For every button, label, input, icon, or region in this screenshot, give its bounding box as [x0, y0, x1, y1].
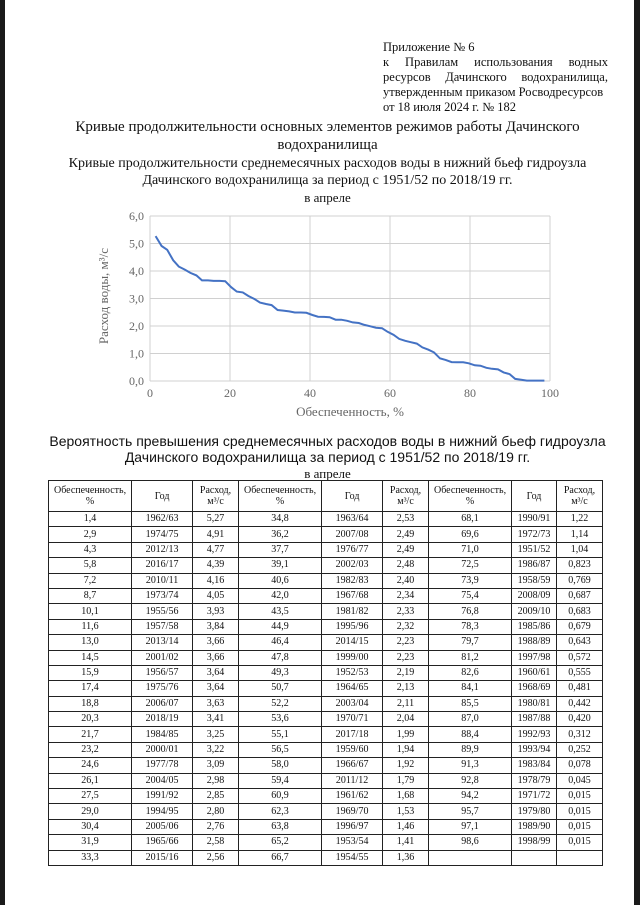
- table-cell: 3,84: [193, 619, 239, 634]
- table-cell: 18,8: [49, 696, 132, 711]
- table-cell: 2008/09: [512, 588, 557, 603]
- table-cell: 4,16: [193, 573, 239, 588]
- x-tick-label: 40: [304, 386, 316, 400]
- table-cell: 2016/17: [132, 558, 193, 573]
- table-cell: 79,7: [429, 635, 512, 650]
- table-cell: 42,0: [239, 588, 322, 603]
- table-cell: 1,14: [556, 527, 602, 542]
- table-cell: 23,2: [49, 742, 132, 757]
- table-cell: 85,5: [429, 696, 512, 711]
- table-header-cell: Обеспеченность, %: [49, 481, 132, 512]
- table-cell: 1995/96: [322, 619, 383, 634]
- table-row: [49, 512, 603, 527]
- appendix-word: ресурсов: [383, 70, 431, 84]
- table-cell: 2013/14: [132, 635, 193, 650]
- table-cell: 81,2: [429, 650, 512, 665]
- table-cell: 7,2: [49, 573, 132, 588]
- table-row: [49, 542, 603, 557]
- y-tick-label: 0,0: [129, 374, 144, 388]
- table-cell: 44,9: [239, 619, 322, 634]
- appendix-line-3: [383, 70, 608, 85]
- table-cell: 26,1: [49, 773, 132, 788]
- main-title: Кривые продолжительности основных элементов режимов работы Дачинского водохранилища: [75, 119, 580, 153]
- table-cell: 1991/92: [132, 789, 193, 804]
- table-cell: 2,13: [383, 681, 429, 696]
- appendix-word: к: [383, 55, 390, 69]
- table-cell: 82,6: [429, 665, 512, 680]
- table-cell: 65,2: [239, 835, 322, 850]
- table-cell: 1989/90: [512, 819, 557, 834]
- table-cell: 1973/74: [132, 588, 193, 603]
- table-row: [49, 742, 603, 757]
- table-cell: 1954/55: [322, 850, 383, 865]
- table-cell: 76,8: [429, 604, 512, 619]
- table-cell: 1971/72: [512, 789, 557, 804]
- table-cell: 4,05: [193, 588, 239, 603]
- table-cell: 1979/80: [512, 804, 557, 819]
- table-cell: 4,77: [193, 542, 239, 557]
- table-cell: 2006/07: [132, 696, 193, 711]
- table-row: [49, 635, 603, 650]
- table-cell: 49,3: [239, 665, 322, 680]
- table-cell: 1970/71: [322, 712, 383, 727]
- table-cell: 1969/70: [322, 804, 383, 819]
- table-cell: 1982/83: [322, 573, 383, 588]
- table-cell: 94,2: [429, 789, 512, 804]
- table-cell: 59,4: [239, 773, 322, 788]
- table-cell: 58,0: [239, 758, 322, 773]
- table-row: [49, 850, 603, 865]
- table-row: [49, 696, 603, 711]
- y-tick-label: 6,0: [129, 209, 144, 223]
- table-cell: 1951/52: [512, 542, 557, 557]
- table-cell: 1993/94: [512, 742, 557, 757]
- table-cell: 0,769: [556, 573, 602, 588]
- table-cell: 71,0: [429, 542, 512, 557]
- table-cell: 2,11: [383, 696, 429, 711]
- table-cell: 1,41: [383, 835, 429, 850]
- appendix-word: Правилам: [405, 55, 459, 69]
- y-tick-label: 2,0: [129, 319, 144, 333]
- table-cell: 0,683: [556, 604, 602, 619]
- table-cell: 73,9: [429, 573, 512, 588]
- table-cell: 1,99: [383, 727, 429, 742]
- table-cell: 1990/91: [512, 512, 557, 527]
- table-cell: 1962/63: [132, 512, 193, 527]
- table-subtitle: в апреле: [304, 466, 351, 481]
- table-cell: 1,94: [383, 742, 429, 757]
- table-cell: 1,92: [383, 758, 429, 773]
- table-cell: 2,85: [193, 789, 239, 804]
- table-cell: 0,572: [556, 650, 602, 665]
- x-tick-label: 0: [147, 386, 153, 400]
- table-cell: 1958/59: [512, 573, 557, 588]
- table-cell: 47,8: [239, 650, 322, 665]
- table-cell: 1985/86: [512, 619, 557, 634]
- table-cell: 29,0: [49, 804, 132, 819]
- table-cell: 3,66: [193, 635, 239, 650]
- table-cell: 21,7: [49, 727, 132, 742]
- table-cell: 66,7: [239, 850, 322, 865]
- table-cell: 2,49: [383, 542, 429, 557]
- table-cell: 89,9: [429, 742, 512, 757]
- table-cell: 88,4: [429, 727, 512, 742]
- table-cell: 1,68: [383, 789, 429, 804]
- table-row: [49, 558, 603, 573]
- table-cell: 84,1: [429, 681, 512, 696]
- table-cell: 92,8: [429, 773, 512, 788]
- table-cell: 2009/10: [512, 604, 557, 619]
- y-tick-label: 1,0: [129, 346, 144, 361]
- table-header-cell: Расход, м³/с: [193, 481, 239, 512]
- table-cell: 0,481: [556, 681, 602, 696]
- table-cell: 34,8: [239, 512, 322, 527]
- table-cell: 91,3: [429, 758, 512, 773]
- table-row: [49, 681, 603, 696]
- table-cell: 0,252: [556, 742, 602, 757]
- table-cell: 0,420: [556, 712, 602, 727]
- chart-series: [156, 236, 545, 381]
- table-cell: 68,1: [429, 512, 512, 527]
- table-cell: 1987/88: [512, 712, 557, 727]
- table-cell: [512, 850, 557, 865]
- table-cell: 11,6: [49, 619, 132, 634]
- table-cell: [556, 850, 602, 865]
- table-cell: 1974/75: [132, 527, 193, 542]
- table-cell: 3,41: [193, 712, 239, 727]
- table-cell: 2,49: [383, 527, 429, 542]
- table-cell: 2003/04: [322, 696, 383, 711]
- table-row: [49, 604, 603, 619]
- table-cell: 3,93: [193, 604, 239, 619]
- table-cell: 75,4: [429, 588, 512, 603]
- table-cell: 20,3: [49, 712, 132, 727]
- table-cell: 1986/87: [512, 558, 557, 573]
- table-cell: 1955/56: [132, 604, 193, 619]
- table-cell: 2,58: [193, 835, 239, 850]
- table-cell: 1998/99: [512, 835, 557, 850]
- table-cell: 1978/79: [512, 773, 557, 788]
- appendix-line-4: утвержденным приказом Росводресурсов: [383, 85, 604, 99]
- table-cell: 5,8: [49, 558, 132, 573]
- chart-axes: [129, 209, 559, 400]
- table-cell: 1957/58: [132, 619, 193, 634]
- table-cell: 2,48: [383, 558, 429, 573]
- table-cell: 2014/15: [322, 635, 383, 650]
- y-tick-label: 4,0: [129, 264, 144, 278]
- table-cell: 1983/84: [512, 758, 557, 773]
- table-header-cell: Обеспеченность, %: [429, 481, 512, 512]
- y-axis-label: Расход воды, м³/с: [96, 247, 111, 345]
- table-cell: 72,5: [429, 558, 512, 573]
- appendix-word: использования: [474, 55, 553, 69]
- table-cell: 0,442: [556, 696, 602, 711]
- table-cell: 14,5: [49, 650, 132, 665]
- table-cell: 1,04: [556, 542, 602, 557]
- table-cell: 1960/61: [512, 665, 557, 680]
- table-header-cell: Год: [322, 481, 383, 512]
- table-cell: 2,32: [383, 619, 429, 634]
- appendix-word: водохранилища,: [521, 70, 608, 84]
- table-row: [49, 758, 603, 773]
- table-cell: 39,1: [239, 558, 322, 573]
- table-cell: 3,25: [193, 727, 239, 742]
- table-cell: 2,04: [383, 712, 429, 727]
- table-row: [49, 650, 603, 665]
- table-cell: 0,015: [556, 835, 602, 850]
- table-cell: 2,53: [383, 512, 429, 527]
- x-tick-label: 60: [384, 386, 396, 400]
- table-cell: 40,6: [239, 573, 322, 588]
- table-cell: 2,76: [193, 819, 239, 834]
- table-cell: 1963/64: [322, 512, 383, 527]
- table-cell: 3,09: [193, 758, 239, 773]
- chart-title: Кривые продолжительности среднемесячных расходов воды в нижний бьеф гидроузла Дачинского водохранилища за период с 1951/52 по 2018/19 гг.: [68, 156, 587, 188]
- table-cell: 1967/68: [322, 588, 383, 603]
- table-cell: 0,823: [556, 558, 602, 573]
- table-cell: 0,555: [556, 665, 602, 680]
- table-cell: 1988/89: [512, 635, 557, 650]
- scan-left-edge: [0, 0, 5, 905]
- table-cell: 0,643: [556, 635, 602, 650]
- table-cell: 10,1: [49, 604, 132, 619]
- table-cell: 1,22: [556, 512, 602, 527]
- table-cell: 52,2: [239, 696, 322, 711]
- table-cell: 1980/81: [512, 696, 557, 711]
- table-cell: 0,679: [556, 619, 602, 634]
- table-cell: 2018/19: [132, 712, 193, 727]
- table-cell: 1997/98: [512, 650, 557, 665]
- table-cell: 1964/65: [322, 681, 383, 696]
- table-cell: 50,7: [239, 681, 322, 696]
- table-cell: 0,015: [556, 819, 602, 834]
- table-cell: 3,22: [193, 742, 239, 757]
- exceedance-table: [48, 480, 603, 866]
- appendix-line-5: от 18 июля 2024 г. № 182: [383, 100, 517, 114]
- table-cell: 87,0: [429, 712, 512, 727]
- table-cell: 56,5: [239, 742, 322, 757]
- table-cell: 2,23: [383, 635, 429, 650]
- table-cell: 2004/05: [132, 773, 193, 788]
- table-cell: 1975/76: [132, 681, 193, 696]
- table-cell: 1966/67: [322, 758, 383, 773]
- table-cell: 2,80: [193, 804, 239, 819]
- table-cell: 95,7: [429, 804, 512, 819]
- table-cell: 4,39: [193, 558, 239, 573]
- x-tick-label: 100: [541, 386, 559, 400]
- table-cell: [429, 850, 512, 865]
- table-cell: 5,27: [193, 512, 239, 527]
- table-cell: 1996/97: [322, 819, 383, 834]
- table-cell: 60,9: [239, 789, 322, 804]
- scan-right-edge: [634, 0, 640, 905]
- table-row: [49, 527, 603, 542]
- table-cell: 1984/85: [132, 727, 193, 742]
- table-cell: 2,23: [383, 650, 429, 665]
- table-cell: 1968/69: [512, 681, 557, 696]
- table-cell: 1977/78: [132, 758, 193, 773]
- table-cell: 2,34: [383, 588, 429, 603]
- table-cell: 1,53: [383, 804, 429, 819]
- table-cell: 1961/62: [322, 789, 383, 804]
- table-cell: 24,6: [49, 758, 132, 773]
- table-cell: 2001/02: [132, 650, 193, 665]
- table-cell: 3,66: [193, 650, 239, 665]
- table-row: [49, 819, 603, 834]
- table-cell: 98,6: [429, 835, 512, 850]
- table-title: Вероятность превышения среднемесячных расходов воды в нижний бьеф гидроузла Дачинского водохранилища за период с 1951/52 по 2018/19 гг.: [49, 433, 606, 465]
- table-row: [49, 712, 603, 727]
- table-cell: 2,40: [383, 573, 429, 588]
- table-row: [49, 573, 603, 588]
- table-cell: 0,312: [556, 727, 602, 742]
- table-cell: 97,1: [429, 819, 512, 834]
- table-header-cell: Расход, м³/с: [383, 481, 429, 512]
- table-cell: 0,045: [556, 773, 602, 788]
- table-cell: 43,5: [239, 604, 322, 619]
- table-cell: 2015/16: [132, 850, 193, 865]
- table-cell: 30,4: [49, 819, 132, 834]
- table-cell: 17,4: [49, 681, 132, 696]
- table-row: [49, 588, 603, 603]
- chart-grid: [150, 216, 550, 381]
- table-cell: 2,9: [49, 527, 132, 542]
- x-tick-label: 20: [224, 386, 236, 400]
- y-tick-label: 5,0: [129, 236, 144, 251]
- chart-subtitle: в апреле: [304, 190, 351, 205]
- table-cell: 2002/03: [322, 558, 383, 573]
- table-header-cell: Год: [512, 481, 557, 512]
- table-cell: 2011/12: [322, 773, 383, 788]
- appendix-line-1: Приложение № 6: [383, 40, 475, 54]
- table-row: [49, 665, 603, 680]
- table-cell: 53,6: [239, 712, 322, 727]
- x-tick-label: 80: [464, 386, 476, 400]
- table-cell: 1965/66: [132, 835, 193, 850]
- table-cell: 36,2: [239, 527, 322, 542]
- table-row: [49, 773, 603, 788]
- table-cell: 4,3: [49, 542, 132, 557]
- table-cell: 46,4: [239, 635, 322, 650]
- series-line: [156, 236, 545, 381]
- table-cell: 3,63: [193, 696, 239, 711]
- appendix-word: водных: [568, 55, 608, 69]
- table-cell: 1959/60: [322, 742, 383, 757]
- table-cell: 37,7: [239, 542, 322, 557]
- table-header-cell: Год: [132, 481, 193, 512]
- duration-curve-chart: [90, 204, 570, 429]
- y-tick-label: 3,0: [129, 291, 144, 306]
- appendix-line-2: [383, 55, 608, 70]
- table-cell: 2,98: [193, 773, 239, 788]
- table-row: [49, 804, 603, 819]
- table-header-cell: Обеспеченность, %: [239, 481, 322, 512]
- table-cell: 3,64: [193, 665, 239, 680]
- table-cell: 69,6: [429, 527, 512, 542]
- table-cell: 0,078: [556, 758, 602, 773]
- table-cell: 27,5: [49, 789, 132, 804]
- appendix-word: Дачинского: [445, 70, 507, 84]
- table-cell: 1,79: [383, 773, 429, 788]
- table-cell: 1,4: [49, 512, 132, 527]
- table-cell: 1972/73: [512, 527, 557, 542]
- table-cell: 2017/18: [322, 727, 383, 742]
- table-cell: 1992/93: [512, 727, 557, 742]
- table-cell: 78,3: [429, 619, 512, 634]
- table-cell: 2012/13: [132, 542, 193, 557]
- appendix-block: [383, 40, 608, 115]
- table-cell: 33,3: [49, 850, 132, 865]
- table-cell: 0,687: [556, 588, 602, 603]
- table-cell: 1994/95: [132, 804, 193, 819]
- table-cell: 2,19: [383, 665, 429, 680]
- table-header-cell: Расход, м³/с: [556, 481, 602, 512]
- table-cell: 1953/54: [322, 835, 383, 850]
- table-cell: 62,3: [239, 804, 322, 819]
- table-row: [49, 835, 603, 850]
- table-cell: 1,46: [383, 819, 429, 834]
- table-cell: 1976/77: [322, 542, 383, 557]
- table-row: [49, 789, 603, 804]
- table-cell: 2000/01: [132, 742, 193, 757]
- table-cell: 3,64: [193, 681, 239, 696]
- table-cell: 0,015: [556, 804, 602, 819]
- table-cell: 15,9: [49, 665, 132, 680]
- table-cell: 1,36: [383, 850, 429, 865]
- table-row: [49, 619, 603, 634]
- table-cell: 55,1: [239, 727, 322, 742]
- table-row: [49, 727, 603, 742]
- table-cell: 2,33: [383, 604, 429, 619]
- table-cell: 1952/53: [322, 665, 383, 680]
- table-cell: 8,7: [49, 588, 132, 603]
- table-cell: 2007/08: [322, 527, 383, 542]
- table-cell: 2,56: [193, 850, 239, 865]
- x-axis-label: Обеспеченность, %: [296, 404, 404, 419]
- table-header-row: [49, 481, 603, 512]
- table-cell: 1956/57: [132, 665, 193, 680]
- table-cell: 0,015: [556, 789, 602, 804]
- table-cell: 1981/82: [322, 604, 383, 619]
- table-cell: 2010/11: [132, 573, 193, 588]
- table-cell: 4,91: [193, 527, 239, 542]
- table-cell: 1999/00: [322, 650, 383, 665]
- table-cell: 2005/06: [132, 819, 193, 834]
- table-cell: 31,9: [49, 835, 132, 850]
- table-cell: 63,8: [239, 819, 322, 834]
- table-cell: 13,0: [49, 635, 132, 650]
- table-body: [49, 512, 603, 866]
